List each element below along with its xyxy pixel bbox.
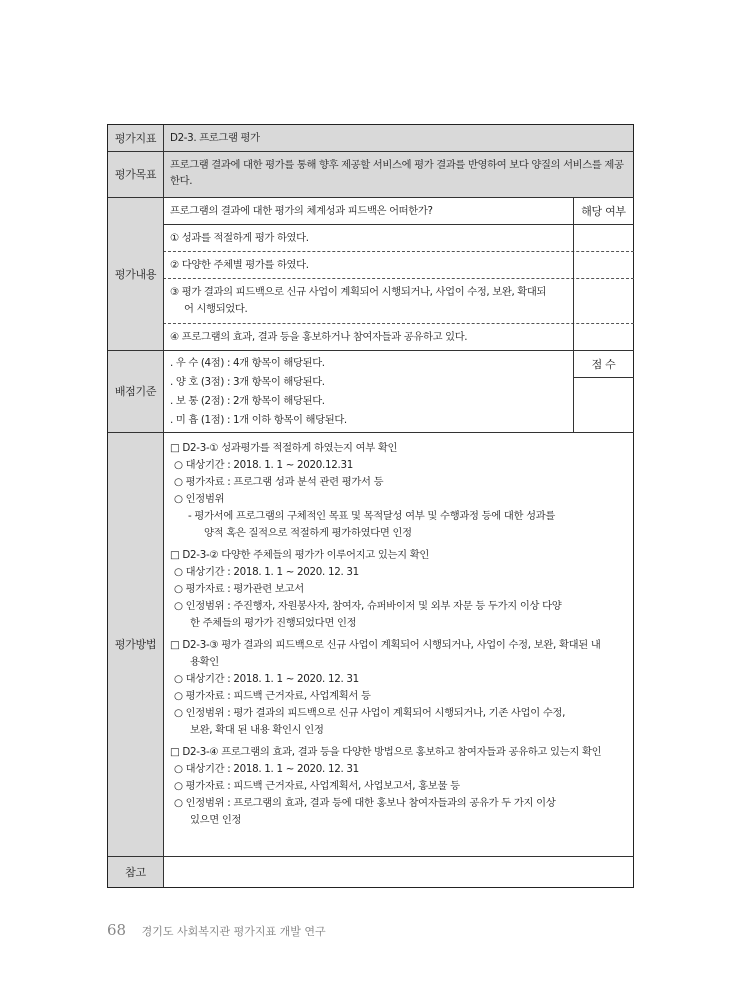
content-item: ① 성과를 적절하게 평가 하였다. <box>170 232 309 244</box>
column-divider <box>573 197 574 432</box>
criteria-item: . 양 호 (3점) : 3개 항목이 해당된다. <box>170 376 325 388</box>
method-head-cont: 용확인 <box>190 656 219 668</box>
page-footer <box>107 921 326 939</box>
dashed-divider <box>163 278 634 279</box>
content-item: ④ 프로그램의 효과, 결과 등을 홍보하거나 참여자들과 공유하고 있다. <box>170 331 468 343</box>
method-sub: 양적 혹은 질적으로 적절하게 평가하였다면 인정 <box>204 527 412 539</box>
method-sub: - 평가서에 프로그램의 구체적인 목표 및 목적달성 여부 및 수행과정 등에 대한 성과를 <box>188 510 556 522</box>
method-line: ○ 평가자료 : 피드백 근거자료, 사업계획서, 사업보고서, 홍보물 등 <box>174 780 460 792</box>
score-divider <box>573 377 634 378</box>
method-label: 평가방법 <box>114 638 157 651</box>
method-line: ○ 대상기간 : 2018. 1. 1 ~ 2020. 12. 31 <box>174 673 359 685</box>
criteria-item: . 보 통 (2점) : 2개 항목이 해당된다. <box>170 395 325 407</box>
content-label: 평가내용 <box>114 267 157 281</box>
method-line-cont: 있으면 인정 <box>190 814 242 826</box>
method-line-cont: 한 주체들의 평가가 진행되었다면 인정 <box>190 617 357 629</box>
indicator-value: D2-3. 프로그램 평가 <box>170 132 260 144</box>
method-head: □ D2-3-① 성과평가를 적절하게 하였는지 여부 확인 <box>170 442 398 454</box>
criteria-item: . 우 수 (4점) : 4개 항목이 해당된다. <box>170 357 325 369</box>
method-head: □ D2-3-③ 평가 결과의 피드백으로 신규 사업이 계획되어 시행되거나, 사업이 수정, 보완, 확대된 내 <box>170 639 601 651</box>
row-divider <box>108 432 634 433</box>
method-line: ○ 대상기간 : 2018. 1. 1 ~ 2020. 12. 31 <box>174 566 359 578</box>
dashed-divider <box>163 323 634 324</box>
score-header: 점 수 <box>591 357 616 371</box>
method-line: ○ 대상기간 : 2018. 1. 1 ~ 2020. 12. 31 <box>174 763 359 775</box>
method-head: □ D2-3-④ 프로그램의 효과, 결과 등을 다양한 방법으로 홍보하고 참여자들과 공유하고 있는지 확인 <box>170 746 602 758</box>
method-line: ○ 대상기간 : 2018. 1. 1 ~ 2020.12.31 <box>174 459 353 471</box>
column-divider <box>163 125 164 887</box>
note-label: 참고 <box>125 865 146 879</box>
method-line: ○ 인정범위 : 주진행자, 자원봉사자, 참여자, 슈퍼바이저 및 외부 자문 등 두가지 이상 다양 <box>174 600 562 612</box>
criteria-label: 배점기준 <box>114 385 157 398</box>
content-item: ③ 평가 결과의 피드백으로 신규 사업이 계획되어 시행되거나, 사업이 수정, 보완, 확대되 <box>170 286 547 298</box>
method-line: ○ 인정범위 : 평가 결과의 피드백으로 신규 사업이 계획되어 시행되거나, 기존 사업이 수정, <box>174 707 566 719</box>
content-item-cont: 어 시행되었다. <box>184 303 248 315</box>
method-line: ○ 평가자료 : 프로그램 성과 분석 관련 평가서 등 <box>174 476 384 488</box>
dashed-divider <box>163 251 634 252</box>
goal-label: 평가목표 <box>114 168 157 181</box>
applicable-header: 해당 여부 <box>581 204 626 218</box>
goal-value: 프로그램 결과에 대한 평가를 통해 향후 제공할 서비스에 평가 결과를 반영하여 보다 양질의 서비스를 제공한다. <box>170 159 624 187</box>
row-divider <box>108 151 634 152</box>
indicator-label: 평가지표 <box>114 132 157 145</box>
footer-title: 경기도 사회복지관 평가지표 개발 연구 <box>141 925 326 938</box>
row-divider <box>108 350 634 351</box>
content-item: ② 다양한 주체별 평가를 하였다. <box>170 259 309 271</box>
content-question: 프로그램의 결과에 대한 평가의 체계성과 피드백은 어떠한가? <box>170 205 433 217</box>
method-line: ○ 인정범위 : 프로그램의 효과, 결과 등에 대한 홍보나 참여자들과의 공유가 두 가지 이상 <box>174 797 556 809</box>
row-divider <box>108 197 634 198</box>
method-line: ○ 인정범위 <box>174 493 225 505</box>
method-line-cont: 보완, 확대 된 내용 확인시 인정 <box>190 724 324 736</box>
criteria-item: . 미 흡 (1점) : 1개 이하 항목이 해당된다. <box>170 414 347 426</box>
method-block <box>170 440 630 829</box>
method-head: □ D2-3-② 다양한 주체들의 평가가 이루어지고 있는지 확인 <box>170 549 430 561</box>
method-line: ○ 평가자료 : 피드백 근거자료, 사업계획서 등 <box>174 690 371 702</box>
row-divider <box>163 224 634 225</box>
page-number: 68 <box>107 921 127 939</box>
row-divider <box>108 856 634 857</box>
method-line: ○ 평가자료 : 평가관련 보고서 <box>174 583 304 595</box>
